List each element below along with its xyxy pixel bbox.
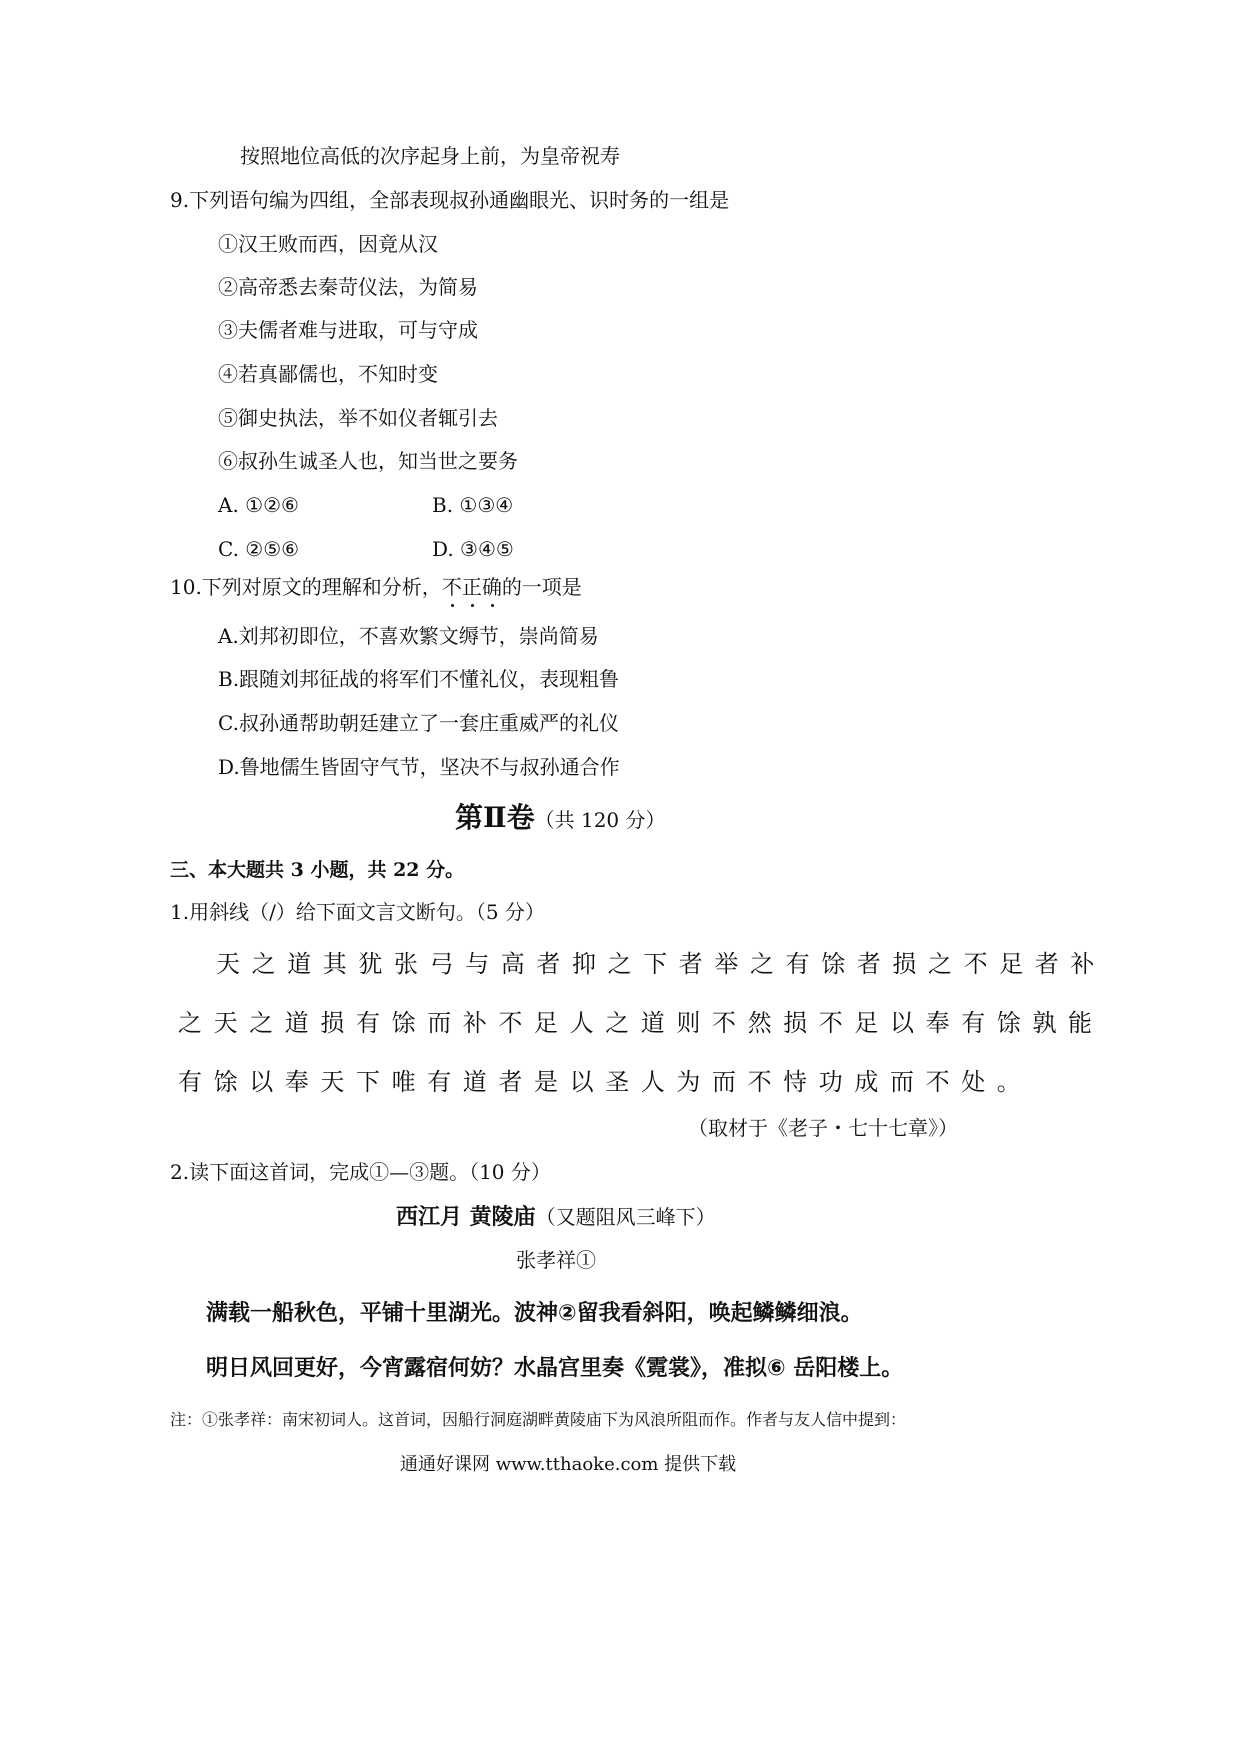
page-footer: 通通好课网 www.tthaoke.com 提供下载: [400, 1454, 737, 1475]
q9-item: ④若真鄙儒也，不知时变: [218, 362, 438, 386]
q9-option-b: B. ①③④: [432, 493, 514, 517]
q9-stem: 9.下列语句编为四组，全部表现叔孙通幽眼光、识时务的一组是: [170, 188, 730, 212]
q1-passage-line: 之天之道损有馀而补不足人之道则不然损不足以奉有馀孰能: [178, 1009, 1104, 1037]
q9-item: ⑤御史执法，举不如仪者辄引去: [218, 406, 498, 430]
annotation-note: 注：①张孝祥：南宋初词人。这首词，因船行洞庭湖畔黄陵庙下为风浪所阻而作。作者与友人信中提到：: [170, 1410, 907, 1429]
section-three-heading: 三、本大题共 3 小题，共 22 分。: [170, 859, 465, 881]
q9-option-c: C. ②⑤⑥: [218, 537, 300, 561]
poem-author: 张孝祥①: [516, 1248, 596, 1272]
emphasis-char: 确: [481, 575, 502, 599]
q1-passage-line: 天之道其犹张弓与高者抑之下者举之有馀者损之不足者补: [216, 950, 1106, 978]
q9-option-a: A. ①②⑥: [218, 493, 299, 517]
poem-line: 满载一船秋色，平铺十里湖光。波神②留我看斜阳，唤起鳞鳞细浪。: [206, 1301, 863, 1326]
q1-stem: 1.用斜线（/）给下面文言文断句。（5 分）: [170, 900, 545, 924]
q10-option: A.刘邦初即位，不喜欢繁文缛节，崇尚简易: [218, 624, 599, 648]
q10-stem: [170, 573, 582, 601]
q1-passage-line: 有馀以奉天下唯有道者是以圣人为而不恃功成而不处。: [178, 1068, 1033, 1096]
q10-option: B.跟随刘邦征战的将军们不懂礼仪，表现粗鲁: [218, 667, 620, 691]
q9-item: ⑥叔孙生诚圣人也，知当世之要务: [218, 449, 518, 473]
q10-stem-start: 10.下列对原文的理解和分析，: [170, 575, 442, 599]
q10-option: D.鲁地儒生皆固守气节，坚决不与叔孙通合作: [218, 755, 620, 779]
poem-line: 明日风回更好，今宵露宿何妨？水晶宫里奏《霓裳》，准拟⑥ 岳阳楼上。: [206, 1356, 904, 1381]
part-two-title: 第Ⅱ卷: [455, 801, 535, 834]
part-two-heading: [455, 800, 666, 838]
q9-item: ②高帝悉去秦苛仪法，为简易: [218, 275, 478, 299]
q8-answer-tail: 按照地位高低的次序起身上前，为皇帝祝寿: [240, 144, 620, 168]
poem-title: 西江月 黄陵庙: [396, 1204, 536, 1230]
q1-source: （取材于《老子・七十七章》）: [688, 1116, 958, 1140]
q10-stem-end: 的一项是: [501, 575, 582, 599]
q9-item: ①汉王败而西，因竟从汉: [218, 232, 438, 256]
q10-option: C.叔孙通帮助朝廷建立了一套庄重威严的礼仪: [218, 711, 619, 735]
q9-option-d: D. ③④⑤: [432, 537, 514, 561]
part-two-score: （共 120 分）: [534, 808, 666, 832]
poem-title-line: [396, 1203, 716, 1231]
poem-subtitle: （又题阻风三峰下）: [535, 1205, 716, 1229]
emphasis-char: 正: [461, 575, 482, 599]
q9-item: ③夫儒者难与进取，可与守成: [218, 318, 478, 342]
emphasis-char: 不: [441, 575, 462, 599]
q2-stem: 2.读下面这首词，完成①—③题。（10 分）: [170, 1160, 551, 1184]
